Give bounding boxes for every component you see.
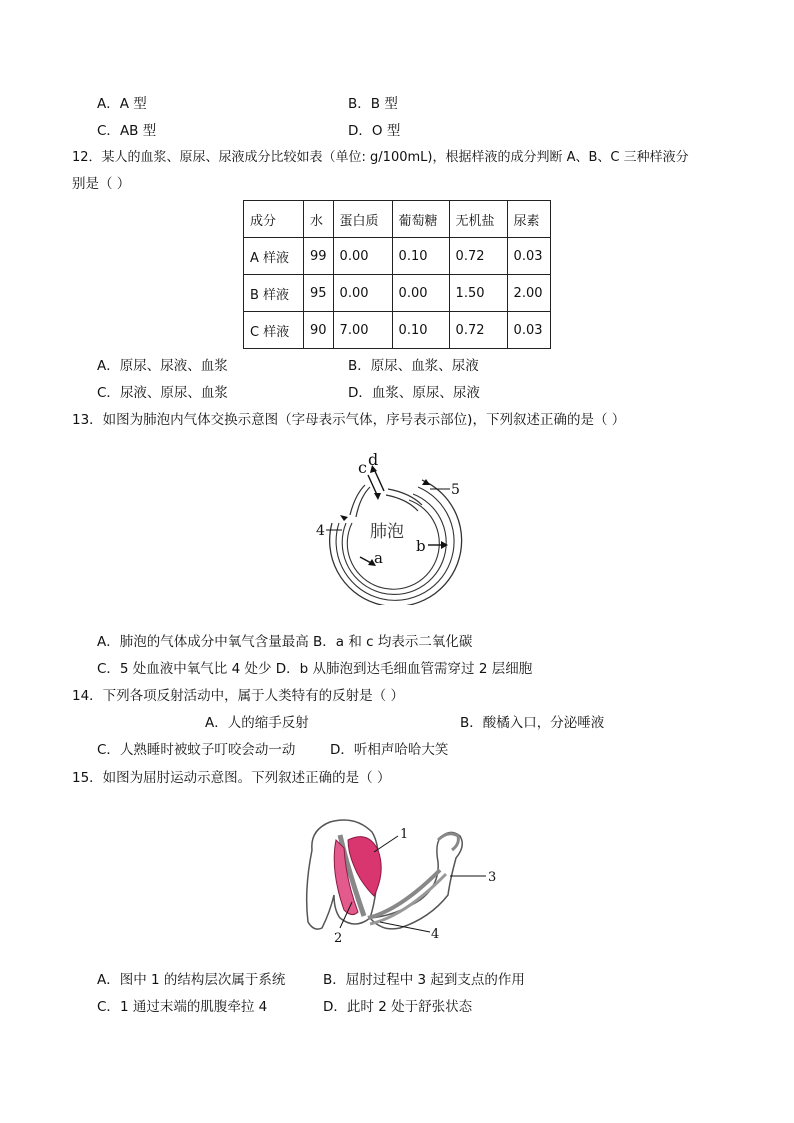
q12-option-c[interactable]: C．尿液、原尿、血浆 bbox=[97, 385, 228, 401]
table-cell: 0.03 bbox=[507, 238, 550, 275]
q14-option-b[interactable]: B．酸橘入口，分泌唾液 bbox=[460, 715, 605, 731]
q11-option-b[interactable]: B．B 型 bbox=[348, 96, 398, 112]
label-4: 4 bbox=[431, 927, 440, 942]
label-c: c bbox=[358, 458, 367, 477]
q15-option-c[interactable]: C．1 通过末端的肌腹牵拉 4 bbox=[97, 999, 268, 1015]
q13-stem: 13．如图为肺泡内气体交换示意图（字母表示气体，序号表示部位)，下列叙述正确的是（ ） bbox=[72, 412, 626, 428]
q14-option-a[interactable]: A．人的缩手反射 bbox=[205, 715, 309, 731]
q13-option-line2[interactable]: C．5 处血液中氧气比 4 处少 D．b 从肺泡到达毛细血管需穿过 2 层细胞 bbox=[97, 661, 533, 677]
table-cell: 95 bbox=[304, 275, 334, 312]
table-cell: A 样液 bbox=[244, 238, 304, 275]
q14-option-d[interactable]: D．听相声哈哈大笑 bbox=[330, 742, 449, 758]
table-cell: 90 bbox=[304, 312, 334, 349]
q14-stem: 14．下列各项反射活动中，属于人类特有的反射是（ ） bbox=[72, 688, 404, 704]
q15-option-a[interactable]: A．图中 1 的结构层次属于系统 bbox=[97, 972, 286, 988]
table-cell: 0.72 bbox=[449, 238, 507, 275]
table-header-cell: 蛋白质 bbox=[333, 201, 392, 238]
label-1: 1 bbox=[400, 827, 409, 842]
table-cell: 0.00 bbox=[333, 238, 392, 275]
table-cell: C 样液 bbox=[244, 312, 304, 349]
table-cell: 0.00 bbox=[392, 275, 449, 312]
table-cell: 2.00 bbox=[507, 275, 550, 312]
table-row bbox=[244, 238, 551, 275]
table-cell: 0.00 bbox=[333, 275, 392, 312]
label-2: 2 bbox=[334, 931, 343, 946]
arrow-d bbox=[374, 469, 384, 491]
label-d: d bbox=[368, 450, 379, 469]
table-cell: 0.03 bbox=[507, 312, 550, 349]
q12-option-a[interactable]: A．原尿、尿液、血浆 bbox=[97, 358, 228, 374]
table-cell: 0.72 bbox=[449, 312, 507, 349]
table-header-cell: 葡萄糖 bbox=[392, 201, 449, 238]
table-row bbox=[244, 312, 551, 349]
alveolus-gas-exchange-figure bbox=[310, 445, 480, 605]
q12-option-d[interactable]: D．血浆、原尿、尿液 bbox=[348, 385, 480, 401]
label-4: 4 bbox=[316, 523, 325, 539]
q11-option-c[interactable]: C．AB 型 bbox=[97, 123, 157, 139]
flow-arrow-4 bbox=[340, 515, 348, 521]
q12-composition-table bbox=[243, 200, 551, 349]
q11-option-d[interactable]: D．O 型 bbox=[348, 123, 401, 139]
table-row bbox=[244, 275, 551, 312]
table-header-cell: 尿素 bbox=[507, 201, 550, 238]
alveolus-opening-left-inner bbox=[356, 487, 370, 517]
elbow-flexion-figure bbox=[300, 800, 505, 950]
q12-stem-line1: 12．某人的血浆、原尿、尿液成分比较如表（单位: g/100mL)，根据样液的成分判断 A、B、C 三种样液分 bbox=[72, 150, 689, 165]
table-header-cell: 无机盐 bbox=[449, 201, 507, 238]
q13-option-line1[interactable]: A．肺泡的气体成分中氧气含量最高 B．a 和 c 均表示二氧化碳 bbox=[97, 634, 473, 650]
q15-option-d[interactable]: D．此时 2 处于舒张状态 bbox=[323, 999, 473, 1015]
q14-option-c[interactable]: C．人熟睡时被蚊子叮咬会动一动 bbox=[97, 742, 296, 758]
label-a: a bbox=[374, 549, 383, 567]
label-5: 5 bbox=[451, 482, 460, 498]
label-b: b bbox=[416, 537, 426, 555]
table-header-cell: 水 bbox=[304, 201, 334, 238]
q11-option-a[interactable]: A．A 型 bbox=[97, 96, 147, 112]
pointer-1 bbox=[374, 836, 398, 852]
q12-option-b[interactable]: B．原尿、血浆、尿液 bbox=[348, 358, 479, 374]
label-alveolus: 肺泡 bbox=[370, 522, 404, 542]
arrow-c-head bbox=[374, 493, 381, 500]
table-cell: 0.10 bbox=[392, 238, 449, 275]
q15-option-b[interactable]: B．屈肘过程中 3 起到支点的作用 bbox=[323, 972, 525, 988]
arrow-b-head bbox=[441, 541, 448, 549]
table-cell: B 样液 bbox=[244, 275, 304, 312]
table-cell: 0.10 bbox=[392, 312, 449, 349]
table-cell: 99 bbox=[304, 238, 334, 275]
table-cell: 7.00 bbox=[333, 312, 392, 349]
q15-stem: 15．如图为屈肘运动示意图。下列叙述正确的是（ ） bbox=[72, 770, 391, 786]
label-3: 3 bbox=[488, 870, 497, 885]
table-header-row bbox=[244, 201, 551, 238]
q12-stem-line2: 别是（ ） bbox=[72, 176, 131, 192]
table-cell: 1.50 bbox=[449, 275, 507, 312]
table-header-cell: 成分 bbox=[244, 201, 304, 238]
